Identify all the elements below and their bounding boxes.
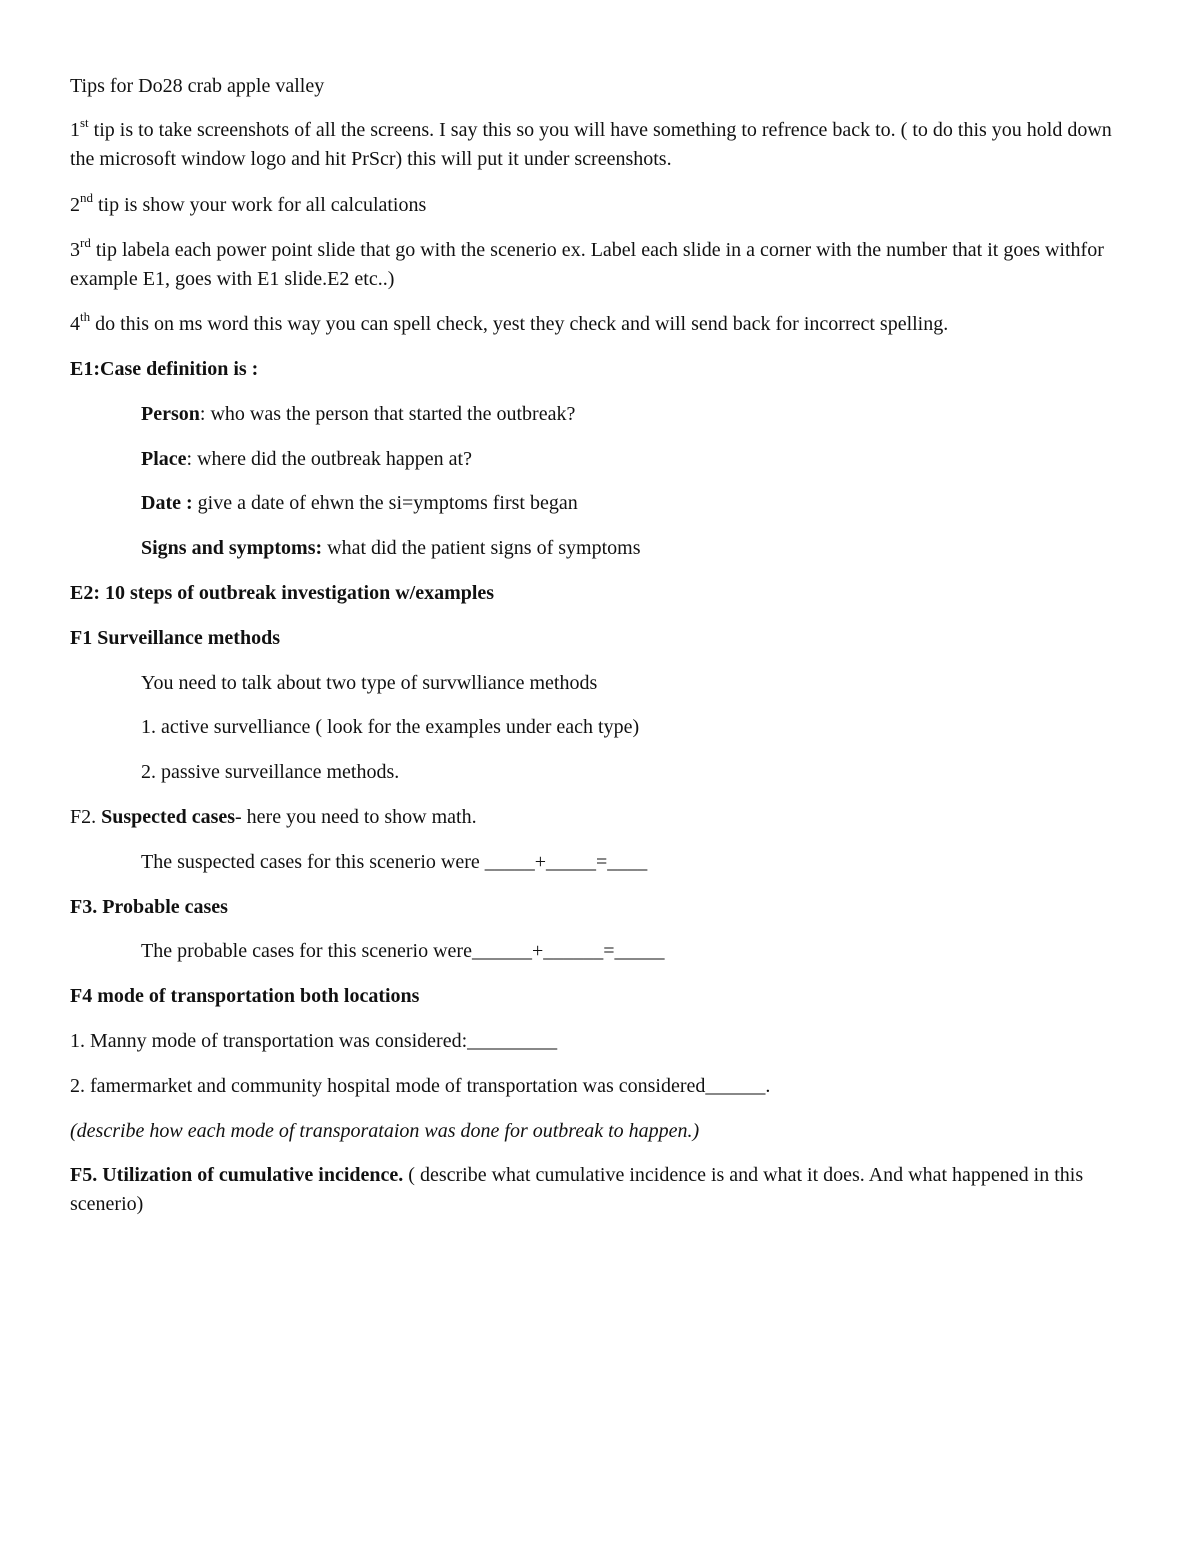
f2-suspected-line: The suspected cases for this scenerio were _____+_____=____ [141,851,648,873]
e1-signs [141,534,640,563]
e1-person-text: : who was the person that started the outbreak? [199,403,576,425]
tip-1-suffix: st [80,115,89,131]
f3-probable-line: The probable cases for this scenerio were______+______=_____ [141,940,665,962]
f1-intro: You need to talk about two type of survwlliance methods [141,672,598,694]
tip-1-number: 1 [70,119,80,141]
f5-text: ( describe what cumulative incidence is and what it does. And what happened in this scenerio) [70,1164,1084,1215]
e2-heading: E2: 10 steps of outbreak investigation w/examples [70,582,495,604]
f2-prefix: F2. [70,806,102,828]
tip-3 [70,236,1130,294]
e1-date-label: Date : [141,492,193,514]
e1-person [141,400,575,429]
tip-1 [70,116,1130,174]
tip-1-text: tip is to take screenshots of all the screens. I say this so you will have something to refrence back to. ( to do this you hold down the microsoft window logo and hit PrScr) this will put it under screenshots. [70,119,1112,170]
e1-date-text: give a date of ehwn the si=ymptoms first began [192,492,578,514]
tip-2-number: 2 [70,194,80,216]
f4-item-market: 2. famermarket and community hospital mode of transportation was considered______. [70,1075,771,1097]
e1-signs-label: Signs and symptoms: [141,537,323,559]
f2-heading-bold: Suspected cases [101,806,236,828]
tip-4-suffix: th [80,309,91,325]
f5-heading: F5. Utilization of cumulative incidence. [70,1164,404,1186]
e1-person-label: Person [141,403,200,425]
f4-heading: F4 mode of transportation both locations [70,985,420,1007]
tip-4-number: 4 [70,313,80,335]
document-title: Tips for Do28 crab apple valley [70,75,325,97]
tip-4 [70,310,948,339]
f1-item-active: 1. active survelliance ( look for the examples under each type) [141,716,640,738]
f2-heading [70,803,477,832]
tip-3-number: 3 [70,239,80,261]
f1-heading: F1 Surveillance methods [70,627,280,649]
tip-3-text: tip labela each power point slide that go with the scenerio ex. Label each slide in a corner with the number that it goes withfor example E1, goes with E1 slide.E2 etc..) [70,239,1104,290]
e1-place [141,445,472,474]
f5-paragraph [70,1161,1130,1219]
f4-item-manny: 1. Manny mode of transportation was considered:_________ [70,1030,558,1052]
e1-place-label: Place [141,448,187,470]
f4-note: (describe how each mode of transporataion was done for outbreak to happen.) [70,1120,700,1142]
e1-date [141,489,578,518]
f3-heading: F3. Probable cases [70,896,228,918]
e1-place-text: : where did the outbreak happen at? [186,448,472,470]
f2-heading-rest: - here you need to show math. [235,806,477,828]
tip-2-suffix: nd [80,190,93,206]
f1-item-passive: 2. passive surveillance methods. [141,761,400,783]
tip-2 [70,191,426,220]
tip-2-text: tip is show your work for all calculations [93,194,427,216]
tip-4-text: do this on ms word this way you can spell check, yest they check and will send back for incorrect spelling. [90,313,949,335]
tip-3-suffix: rd [80,235,91,251]
e1-heading: E1:Case definition is : [70,358,259,380]
e1-signs-text: what did the patient signs of symptoms [322,537,641,559]
